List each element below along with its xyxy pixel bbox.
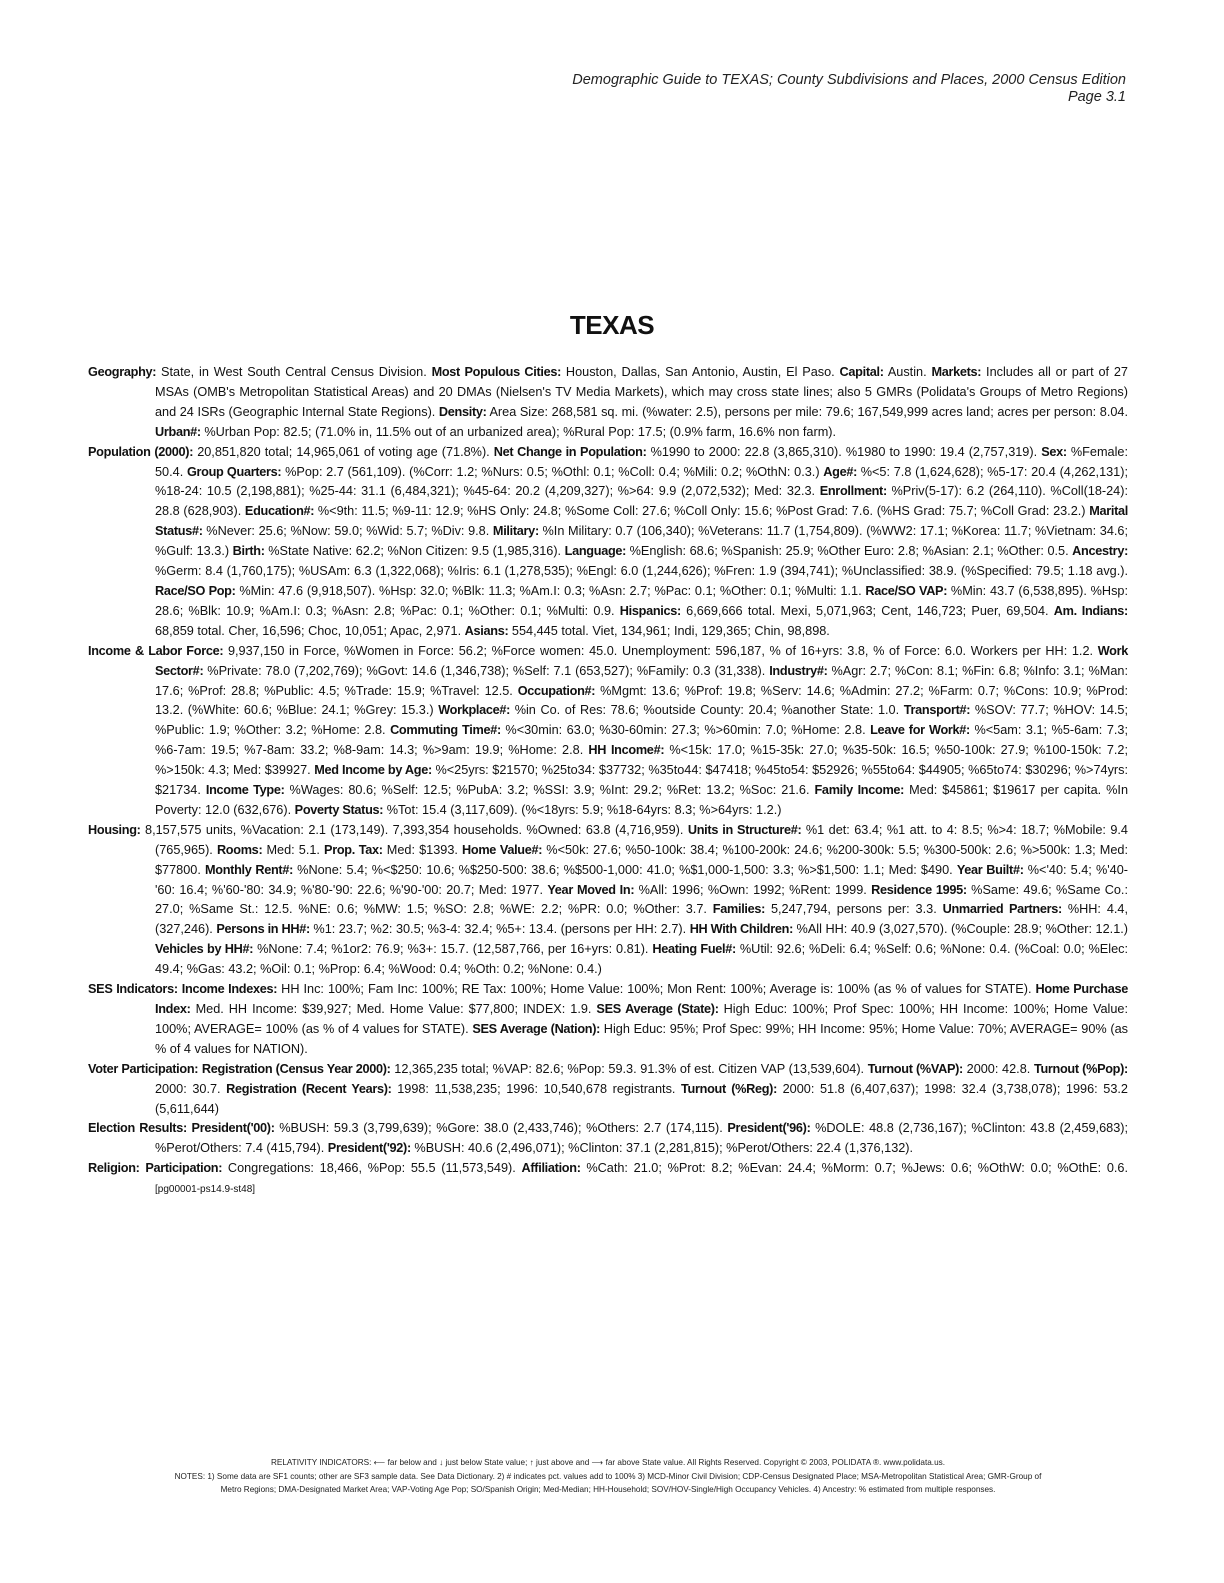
field-value: 68,859 total. Cher, 16,596; Choc, 10,051; Apac, 2,971. [155, 623, 465, 638]
field-label: Marital Status#: [155, 504, 1128, 539]
field-value: %Wages: 80.6; %Self: 12.5; %PubA: 3.2; %SSI: 3.9; %Int: 29.2; %Ret: 13.2; %Soc: 21.6. [284, 783, 815, 798]
field-value: Med: $1393. [382, 842, 463, 857]
field-label: Age#: [823, 464, 858, 479]
field-label: Industry#: [769, 663, 828, 678]
section-religion [88, 1159, 1128, 1200]
section-heading: Income & Labor Force: [88, 643, 224, 658]
field-value: %HH: 4.4, (327,246). [155, 902, 1128, 937]
field-value: %All HH: 40.9 (3,027,570). (%Couple: 28.9; %Other: 12.1.) [793, 922, 1129, 937]
field-value: Austin. [883, 365, 932, 379]
field-label: HH Income#: [588, 743, 665, 758]
section-heading: Election Results: [88, 1121, 187, 1136]
field-value: %Pop: 2.7 (561,109). (%Corr: 1.2; %Nurs: 0.5; %Othl: 0.1; %Coll: 0.4; %Mili: 0.2; %OthN: 0.3.) [281, 464, 824, 479]
field-label: Workplace#: [438, 703, 511, 718]
field-label: Participation: [145, 1161, 223, 1176]
section-heading: Religion: [88, 1161, 140, 1176]
field-value: 2000: 42.8. [962, 1061, 1034, 1076]
field-label: Asians: [464, 623, 509, 638]
field-label: President('00): [191, 1121, 275, 1136]
field-value: %Cath: 21.0; %Prot: 8.2; %Evan: 24.4; %Morm: 0.7; %Jews: 0.6; %OthW: 0.0; %OthE: 0.6. [580, 1161, 1129, 1176]
field-value: %Female: 50.4. [155, 444, 1128, 479]
field-value: 5,247,794, persons per: 3.3. [765, 902, 943, 917]
field-label: Families: [712, 902, 766, 917]
field-label: President('96): [727, 1121, 811, 1136]
section-housing [88, 821, 1128, 980]
field-value: Med: 5.1. [262, 842, 325, 857]
field-label: Net Change in Population: [493, 444, 647, 459]
field-label: Registration (Census Year 2000): [201, 1061, 391, 1076]
field-label: Urban#: [155, 424, 201, 439]
field-label: Family Income: [814, 783, 905, 798]
field-label: Poverty Status: [294, 802, 384, 817]
field-value: %<5am: 3.1; %5-6am: 7.3; %6-7am: 19.5; %7-8am: 33.2; %8-9am: 14.3; %>9am: 19.9; %Home: 2.8. [155, 723, 1128, 758]
field-value: 1998: 11,538,235; 1996: 10,540,678 registrants. [391, 1081, 682, 1096]
field-label: Markets: [931, 365, 982, 379]
field-value: %1: 23.7; %2: 30.5; %3-4: 32.4; %5+: 13.4. (persons per HH: 2.7). [309, 922, 690, 937]
field-value: %1 det: 63.4; %1 att. to 4: 8.5; %>4: 18.7; %Mobile: 9.4 (765,965). [155, 822, 1128, 857]
field-label: Ancestry: [1072, 544, 1128, 559]
page-header [572, 72, 1126, 106]
field-label: Heating Fuel#: [652, 942, 736, 957]
field-label: Commuting Time#: [390, 723, 501, 738]
field-label: Education#: [244, 504, 315, 519]
field-value: Med: $45861; $19617 per capita. %In Poverty: 12.0 (632,676). [155, 783, 1129, 817]
field-value: %Germ: 8.4 (1,760,175); %USAm: 6.3 (1,322,068); %Iris: 6.1 (1,278,535); %Engl: 6.0 (1,244,626); %Fren: 1.9 (394,741); %Unclassified: 38.9. (%Specified: 79.5; 1.18 avg.). [155, 564, 1128, 579]
field-value: %<15k: 17.0; %15-35k: 27.0; %35-50k: 16.5; %50-100k: 27.9; %100-150k: 7.2; %>150k: 4.3; Med: $39927. [155, 743, 1129, 778]
field-value: %Same: 49.6; %Same Co.: 27.0; %Same St.: 12.5. %NE: 0.6; %MW: 1.5; %SO: 2.8; %WE: 2.2; %PR: 0.0; %Other: 3.7. [155, 882, 1128, 917]
field-value: %None: 7.4; %1or2: 76.9; %3+: 15.7. (12,587,766, per 16+yrs: 0.81). [253, 942, 653, 957]
field-label: Units in Structure#: [687, 822, 802, 837]
field-value: %In Military: 0.7 (106,340); %Veterans: 11.7 (1,754,809). (%WW2: 17.1; %Korea: 11.7; %Vietnam: 34.6; %Gulf: 13.3.) [155, 524, 1128, 559]
section-geography [88, 363, 1128, 443]
field-value: HH Inc: 100%; Fam Inc: 100%; RE Tax: 100%; Home Value: 100%; Mon Rent: 100%; Average is: 100% (as % of values for STATE). [277, 982, 1036, 997]
field-label: Residence 1995: [871, 882, 967, 897]
page-footer [88, 1456, 1128, 1497]
field-label: Most Populous Cities: [431, 365, 562, 379]
field-value: %All: 1996; %Own: 1992; %Rent: 1999. [634, 882, 872, 897]
field-label: Am. Indians: [1053, 603, 1128, 618]
field-label: Leave for Work#: [870, 723, 970, 738]
field-label: Hispanics: [619, 603, 681, 618]
field-label: Home Purchase Index: [155, 982, 1128, 1016]
field-value: 2000: 30.7. [155, 1081, 227, 1096]
field-value: %<5: 7.8 (1,624,628); %5-17: 20.4 (4,262,131); %18-24: 10.5 (2,198,881); %25-44: 31.1 (6,484,321); %45-64: 20.2 (4,209,327); %>64: 9.9 (2,072,532); Med: 32.3. [155, 464, 1128, 499]
field-value: %1990 to 2000: 22.8 (3,865,310). %1980 to 1990: 19.4 (2,757,319). [646, 444, 1042, 459]
field-label: President('92): [327, 1141, 411, 1156]
section-population-2000 [88, 443, 1128, 642]
field-label: Monthly Rent#: [205, 862, 294, 877]
field-value: %Mgmt: 13.6; %Prof: 19.8; %Serv: 14.6; %Admin: 27.2; %Farm: 0.7; %Cons: 10.9; %Prod: 13.2. (%White: 60.6; %Blue: 24.1; %Grey: 15.3.) [155, 683, 1129, 718]
field-value: %Min: 43.7 (6,538,895). %Hsp: 28.6; %Blk: 10.9; %Am.I: 0.3; %Asn: 2.8; %Pac: 0.1; %Other: 0.1; %Multi: 0.9. [155, 583, 1128, 618]
field-value: 12,365,235 total; %VAP: 82.6; %Pop: 59.3. 91.3% of est. Citizen VAP (13,539,604). [390, 1061, 868, 1076]
field-value: 20,851,820 total; 14,965,061 of voting age (71.8%). [193, 444, 494, 459]
field-value: %<50k: 27.6; %50-100k: 38.4; %100-200k: 24.6; %200-300k: 5.5; %300-500k: 2.6; %>500k: 1.3; Med: $77800. [155, 842, 1128, 877]
field-value: Med. HH Income: $39,927; Med. Home Value: $77,800; INDEX: 1.9. [190, 1002, 597, 1016]
field-label: Year Built#: [956, 862, 1024, 877]
field-value: %BUSH: 59.3 (3,799,639); %Gore: 38.0 (2,433,746); %Others: 2.7 (174,115). [274, 1121, 728, 1136]
field-value: %English: 68.6; %Spanish: 25.9; %Other Euro: 2.8; %Asian: 2.1; %Other: 0.5. [626, 544, 1073, 559]
notes-line-2: Metro Regions; DMA-Designated Market Area; VAP-Voting Age Pop; SO/Spanish Origin; Med-Median; HH-Household; SOV/HOV-Single/High Occupancy Vehicles. 4) Ancestry: % estimated from multiple responses. [220, 1485, 996, 1494]
field-label: SES Average (Nation): [472, 1021, 601, 1036]
field-value: %Private: 78.0 (7,202,769); %Govt: 14.6 (1,346,738); %Self: 7.1 (653,527); %Family: 0.3 (31,338). [203, 663, 770, 678]
field-value: %in Co. of Res: 78.6; %outside County: 20.4; %another State: 1.0. [510, 703, 904, 718]
field-value: %State Native: 62.2; %Non Citizen: 9.5 (1,985,316). [264, 544, 565, 559]
field-label: Vehicles by HH#: [155, 942, 254, 957]
field-label: Income Indexes: [181, 982, 278, 997]
section-income-labor-force [88, 642, 1128, 821]
field-label: Density: [438, 404, 487, 419]
page-code: [pg00001-ps14.9-st48] [155, 1184, 256, 1196]
field-label: Sex: [1041, 444, 1067, 459]
field-value: %<'40: 5.4; %'40-'60: 16.4; %'60-'80: 34.9; %'80-'90: 22.6; %'90-'00: 20.7; Med: 1977. [155, 862, 1129, 897]
page-number: Page 3.1 [1067, 89, 1126, 105]
field-value: Congregations: 18,466, %Pop: 55.5 (11,573,549). [222, 1161, 522, 1176]
field-label: Rooms: [216, 842, 263, 857]
field-value: High Educ: 95%; Prof Spec: 99%; HH Income: 95%; Home Value: 70%; AVERAGE= 90% (as % of 4 values for NATION). [155, 1021, 1128, 1056]
field-value: %Min: 47.6 (9,918,507). %Hsp: 32.0; %Blk: 11.3; %Am.I: 0.3; %Asn: 2.7; %Pac: 0.1; %Other: 0.1; %Multi: 1.1. [235, 583, 866, 598]
field-label: Year Moved In: [547, 882, 635, 897]
section-heading: Geography: [88, 365, 157, 379]
field-label: Prop. Tax: [324, 842, 383, 857]
field-label: Race/SO VAP: [865, 583, 948, 598]
field-label: Language: [564, 544, 627, 559]
relativity-indicators: RELATIVITY INDICATORS: ⟵ far below and ↓ just below State value; ↑ just above and ⟶ far above State value. All Rights Reserved. Copyright © 2003, POLIDATA ®. www.polidata.us. [270, 1458, 945, 1467]
field-label: Group Quarters: [186, 464, 282, 479]
field-value: 554,445 total. Viet, 134,961; Indi, 129,365; Chin, 98,898. [508, 623, 830, 638]
field-value: 9,937,150 in Force, %Women in Force: 56.2; %Force women: 45.0. Unemployment: 596,187, % of 16+yrs: 3.8, % of Force: 6.0. Workers per HH: 1.2. [223, 643, 1098, 658]
profile-sections [88, 363, 1128, 1200]
field-value: %BUSH: 40.6 (2,496,071); %Clinton: 37.1 (2,281,815); %Perot/Others: 22.4 (1,376,132). [410, 1141, 914, 1156]
field-value: Houston, Dallas, San Antonio, Austin, El Paso. [561, 365, 840, 379]
field-value: %DOLE: 48.8 (2,736,167); %Clinton: 43.8 (2,459,683); %Perot/Others: 7.4 (415,794). [155, 1121, 1129, 1156]
field-label: SES Average (State): [596, 1002, 719, 1016]
field-label: Turnout (%Reg): [681, 1081, 778, 1096]
section-heading: Housing: [88, 822, 141, 837]
field-value: %<30min: 63.0; %30-60min: 27.3; %>60min: 7.0; %Home: 2.8. [500, 723, 871, 738]
field-label: Unmarried Partners: [942, 902, 1062, 917]
field-value: %Tot: 15.4 (3,117,609). (%<18yrs: 5.9; %18-64yrs: 8.3; %>64yrs: 1.2.) [383, 802, 782, 817]
field-value: State, in West South Central Census Division. [156, 365, 432, 379]
state-title: TEXAS [569, 310, 655, 340]
field-value: %<9th: 11.5; %9-11: 12.9; %HS Only: 24.8; %Some Coll: 27.6; %Coll Only: 15.6; %Post Grad: 7.6. (%HS Grad: 75.7; %Coll Grad: 23.2.) [314, 504, 1090, 519]
section-heading: SES Indicators: [88, 982, 178, 997]
field-label: Turnout (%VAP): [867, 1061, 963, 1076]
field-label: Income Type: [205, 783, 285, 798]
section-heading: Population (2000): [88, 444, 194, 459]
field-label: Turnout (%Pop): [1033, 1061, 1128, 1076]
field-label: Med Income by Age: [314, 763, 432, 778]
field-value: 2000: 51.8 (6,407,637); 1998: 32.4 (3,738,078); 1996: 53.2 (5,611,644) [155, 1081, 1128, 1116]
field-value: %None: 5.4; %<$250: 10.6; %$250-500: 38.6; %$500-1,000: 41.0; %$1,000-1,500: 3.3; %>$1,500: 1.1; Med: $490. [293, 862, 957, 877]
field-value: High Educ: 100%; Prof Spec: 100%; HH Income: 100%; Home Value: 100%; AVERAGE= 100% (as % of 4 values for STATE). [155, 1002, 1128, 1036]
field-label: Transport#: [903, 703, 971, 718]
field-label: Registration (Recent Years): [226, 1081, 392, 1096]
notes-line-1: NOTES: 1) Some data are SF1 counts; other are SF3 sample data. See Data Dictionary. 2) # indicates pct. values add to 100% 3) MCD-Minor Civil Division; CDP-Census Designated Place; MSA-Metropolitan Statistical Area; GMR-Group of [174, 1471, 1042, 1481]
field-label: Work Sector#: [155, 643, 1128, 678]
field-value: %Never: 25.6; %Now: 59.0; %Wid: 5.7; %Div: 9.8. [202, 524, 493, 539]
field-label: Enrollment: [819, 484, 887, 499]
section-voter-participation [88, 1060, 1128, 1120]
field-label: Occupation#: [517, 683, 596, 698]
field-label: Home Value#: [462, 842, 543, 857]
field-label: HH With Children: [689, 922, 794, 937]
field-value: %Priv(5-17): 6.2 (264,110). %Coll(18-24): 28.8 (628,903). [155, 484, 1128, 519]
field-label: Capital: [839, 365, 884, 379]
field-value: Includes all or part of 27 MSAs (OMB's Metropolitan Statistical Areas) and 20 DMAs (Nielsen's TV Media Markets), which may cross state lines; also 5 GMRs (Polidata's Groups of Metro Regions) and 24 ISRs (Geographic Internal State Regions). [155, 365, 1128, 419]
field-value: %Urban Pop: 82.5; (71.0% in, 11.5% out of an urbanized area); %Rural Pop: 17.5; (0.9% farm, 16.6% non farm). [200, 424, 837, 439]
section-heading: Voter Participation: [88, 1061, 199, 1076]
field-label: Persons in HH#: [216, 922, 310, 937]
field-value: Area Size: 268,581 sq. mi. (%water: 2.5), persons per mile: 79.6; 167,549,999 acres land; acres per person: 8.04. [486, 404, 1128, 419]
field-label: Affiliation: [521, 1161, 581, 1176]
section-election-results [88, 1119, 1128, 1159]
field-label: Military: [492, 524, 539, 539]
field-value: %Util: 92.6; %Deli: 6.4; %Self: 0.6; %None: 0.4. (%Coal: 0.0; %Elec: 49.4; %Gas: 43.2; %Oil: 0.1; %Prop: 6.4; %Wood: 0.4; %Oth: 0.2; %None: 0.4.) [155, 942, 1128, 977]
field-value: 6,669,666 total. Mexi, 5,071,963; Cent, 146,723; Puer, 69,504. [680, 603, 1054, 618]
header-title: Demographic Guide to TEXAS; County Subdivisions and Places, 2000 Census Edition [572, 72, 1126, 88]
field-value: %Agr: 2.7; %Con: 8.1; %Fin: 6.8; %Info: 3.1; %Man: 17.6; %Prof: 28.8; %Public: 4.5; %Trade: 15.9; %Travel: 12.5. [155, 663, 1128, 698]
field-label: Birth: [232, 544, 265, 559]
field-value: %<25yrs: $21570; %25to34: $37732; %35to44: $47418; %45to54: $52926; %55to64: $44905; %65to74: $30296; %>74yrs: $21734. [155, 763, 1129, 798]
field-value: %SOV: 77.7; %HOV: 14.5; %Public: 1.9; %Other: 3.2; %Home: 2.8. [155, 703, 1128, 738]
field-value: 8,157,575 units, %Vacation: 2.1 (173,149). 7,393,354 households. %Owned: 63.8 (4,716,959). [140, 822, 688, 837]
field-label: Race/SO Pop: [155, 583, 236, 598]
section-ses-indicators [88, 980, 1128, 1060]
